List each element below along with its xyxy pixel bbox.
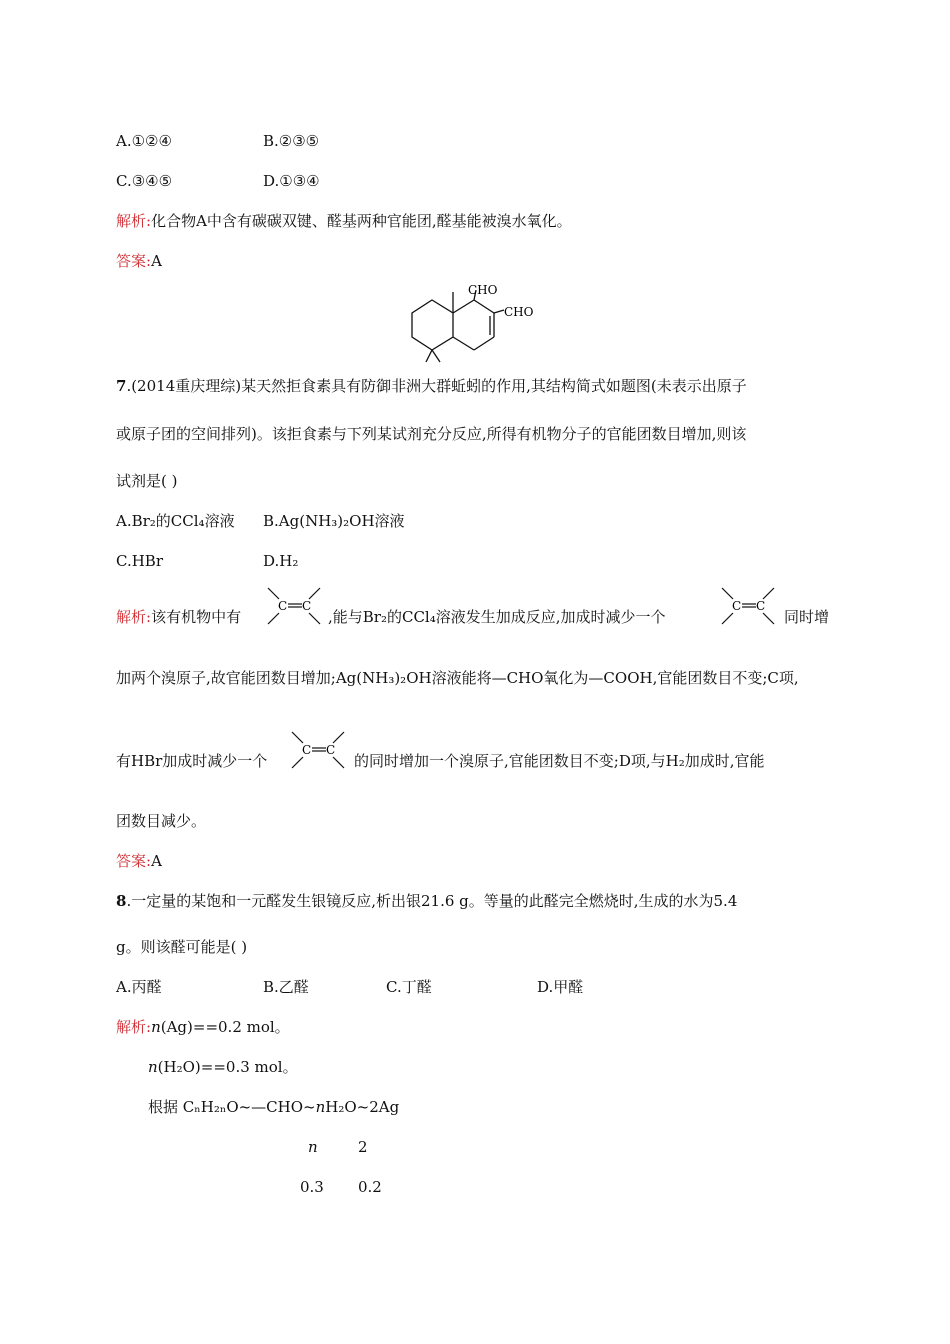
q8-analysis-line2 bbox=[148, 1057, 298, 1077]
q6-answer bbox=[116, 251, 162, 271]
q8-option-b: B.乙醛 bbox=[263, 978, 309, 996]
q8-analysis-line1 bbox=[116, 1017, 290, 1037]
alkene-bond-icon bbox=[286, 730, 350, 772]
q8-stem-text: .一定量的某饱和一元醛发生银镜反应,析出银21.6 g。等量的此醛完全燃烧时,生成的水为5.4 bbox=[126, 892, 738, 910]
q7-analysis-line4: 团数目减少。 bbox=[116, 812, 207, 830]
q6-option-d: D.①③④ bbox=[263, 172, 320, 190]
q6-option-c: C.③④⑤ bbox=[116, 172, 173, 190]
q7-analysis-line1b: ,能与Br₂的CCl₄溶液发生加成反应,加成时减少一个 bbox=[328, 608, 666, 626]
svg-text:C: C bbox=[302, 743, 312, 757]
q6-option-a: A.①②④ bbox=[116, 132, 172, 150]
decalin-dialdehyde-structure bbox=[408, 280, 544, 370]
analysis-text: 根据 CₙH₂ₙO~—CHO~ bbox=[148, 1098, 316, 1116]
q8-option-a: A.丙醛 bbox=[116, 978, 162, 996]
analysis-label: 解析: bbox=[116, 212, 152, 230]
analysis-text: (Ag)==0.2 mol。 bbox=[160, 1018, 290, 1036]
alkene-bond-icon bbox=[716, 586, 780, 628]
cho-label-top: CHO bbox=[468, 283, 498, 297]
answer-label: 答案: bbox=[116, 252, 152, 270]
analysis-text: (H₂O)==0.3 mol。 bbox=[157, 1058, 298, 1076]
svg-text:C: C bbox=[732, 599, 742, 613]
q6-analysis bbox=[116, 211, 572, 231]
q7-option-b: B.Ag(NH₃)₂OH溶液 bbox=[263, 512, 405, 530]
q7-stem-text: .(2014重庆理综)某天然拒食素具有防御非洲大群蚯蚓的作用,其结构简式如题图(未表示出原子 bbox=[126, 377, 747, 395]
ratio-n: n bbox=[308, 1138, 318, 1156]
analysis-text: 化合物A中含有碳碳双键、醛基两种官能团,醛基能被溴水氧化。 bbox=[151, 212, 572, 230]
q7-number: 7 bbox=[116, 377, 127, 395]
q7-stem-line3: 试剂是( ) bbox=[116, 472, 178, 490]
q7-analysis-line2: 加两个溴原子,故官能团数目增加;Ag(NH₃)₂OH溶液能将—CHO氧化为—COOH,官能团数目不变;C项, bbox=[116, 669, 799, 687]
analysis-label: 解析: bbox=[116, 1018, 152, 1036]
q7-stem-line2: 或原子团的空间排列)。该拒食素与下列某试剂充分反应,所得有机物分子的官能团数目增加,则该 bbox=[116, 425, 747, 443]
q8-stem-line1 bbox=[116, 891, 737, 911]
ratio-2: 2 bbox=[358, 1138, 368, 1156]
analysis-text: H₂O~2Ag bbox=[325, 1098, 400, 1116]
svg-text:C: C bbox=[326, 743, 336, 757]
ratio-0-3: 0.3 bbox=[300, 1178, 324, 1196]
svg-text:C: C bbox=[756, 599, 766, 613]
q7-stem-line1 bbox=[116, 376, 747, 396]
q7-analysis-line3b: 的同时增加一个溴原子,官能团数目不变;D项,与H₂加成时,官能 bbox=[354, 752, 765, 770]
analysis-label: 解析: bbox=[116, 608, 152, 626]
q8-stem-line2: g。则该醛可能是( ) bbox=[116, 938, 248, 956]
ratio-0-2: 0.2 bbox=[358, 1178, 382, 1196]
analysis-text: 该有机物中有 bbox=[151, 608, 242, 626]
q7-option-a: A.Br₂的CCl₄溶液 bbox=[116, 512, 235, 530]
var-n: n bbox=[151, 1018, 161, 1036]
var-n: n bbox=[148, 1058, 158, 1076]
answer-label: 答案: bbox=[116, 852, 152, 870]
answer-value: A bbox=[151, 252, 162, 270]
q6-option-b: B.②③⑤ bbox=[263, 132, 320, 150]
svg-text:C: C bbox=[278, 599, 288, 613]
answer-value: A bbox=[151, 852, 162, 870]
q8-option-d: D.甲醛 bbox=[537, 978, 584, 996]
q7-analysis-line1c: 同时增 bbox=[784, 608, 830, 626]
q8-analysis-line3 bbox=[148, 1097, 399, 1117]
svg-text:C: C bbox=[302, 599, 312, 613]
var-n: n bbox=[315, 1098, 326, 1116]
q8-option-c: C.丁醛 bbox=[386, 978, 432, 996]
q7-analysis-line1 bbox=[116, 607, 241, 627]
q7-option-d: D.H₂ bbox=[263, 552, 299, 570]
q7-answer bbox=[116, 851, 162, 871]
q8-number: 8 bbox=[116, 892, 127, 910]
q7-option-c: C.HBr bbox=[116, 552, 163, 570]
alkene-bond-icon bbox=[262, 586, 326, 628]
cho-label-right: CHO bbox=[504, 305, 534, 319]
q7-analysis-line3: 有HBr加成时减少一个 bbox=[116, 752, 268, 770]
